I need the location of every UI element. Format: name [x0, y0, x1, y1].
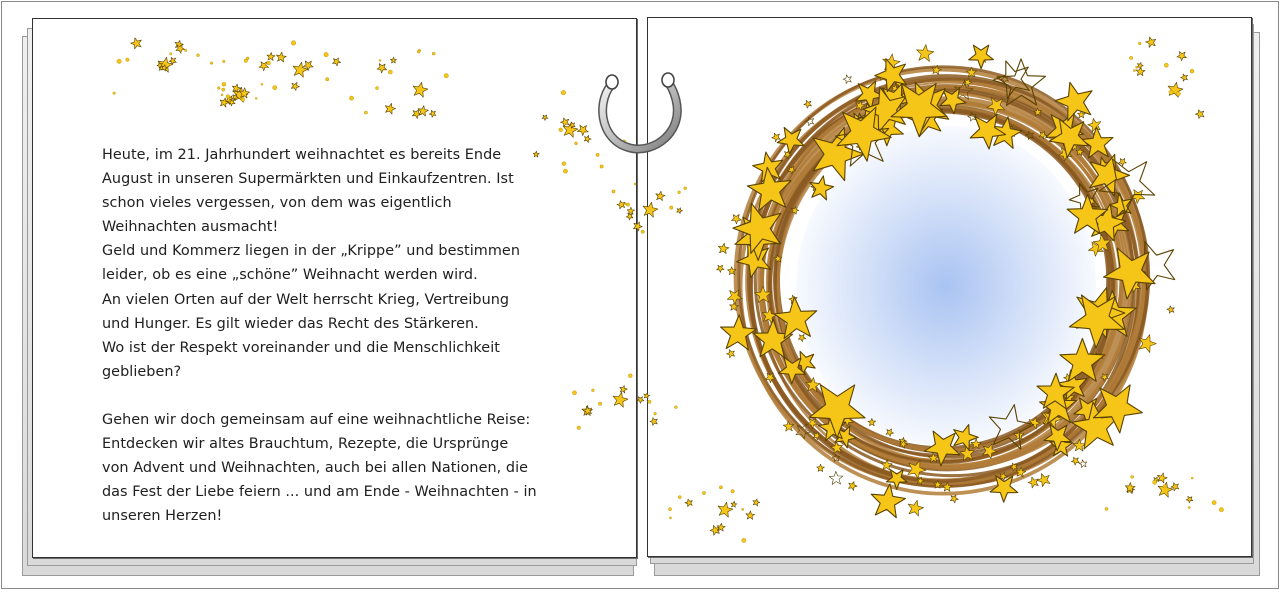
star-icon	[1071, 457, 1079, 465]
star-icon	[772, 133, 781, 142]
star-icon	[908, 500, 923, 516]
star-icon	[917, 45, 934, 62]
star-icon	[731, 214, 741, 224]
star-icon	[718, 243, 729, 254]
intro-paragraph: Heute, im 21. Jahrhundert weihnachtet es bereits Ende August in unseren Supermärkten und Einkaufzentren. Ist schon vieles vergessen, von dem was eigentlich Weihnachten ausmacht! Geld und Kommerz liegen in der „Krippe” und bestimmen leider, ob es eine „schöne” Weihnacht werden wird. An vielen Orten auf der Welt herrscht Krieg, Vertreibung und Hunger. Es gilt wieder das Recht des Stärkeren. Wo ist der Respekt voreinander und die Menschlichkeit geblieben?	[102, 147, 521, 380]
star-icon	[1079, 460, 1087, 468]
star-icon	[1167, 306, 1175, 314]
star-icon	[1037, 474, 1050, 487]
star-wreath-illustration	[668, 14, 1228, 554]
star-icon	[727, 350, 735, 358]
star-icon	[829, 471, 843, 484]
star-icon	[1028, 477, 1038, 488]
star-icon	[843, 75, 852, 84]
left-page-text	[102, 143, 592, 528]
star-icon	[848, 482, 857, 491]
journey-paragraph: Gehen wir doch gemeinsam auf eine weihnachtliche Reise: Entdecken wir altes Brauchtum, Rezepte, die Ursprünge von Advent und Weihnachten, auch bei allen Nationen, die das Fest der Liebe feiern ... und am Ende - Weihnachten - in unseren Herzen!	[102, 411, 537, 525]
star-icon	[804, 100, 812, 108]
star-icon	[817, 464, 825, 471]
star-icon	[950, 495, 958, 503]
binder-ring-icon	[592, 70, 692, 160]
star-icon	[969, 45, 994, 69]
star-icon	[717, 265, 725, 272]
